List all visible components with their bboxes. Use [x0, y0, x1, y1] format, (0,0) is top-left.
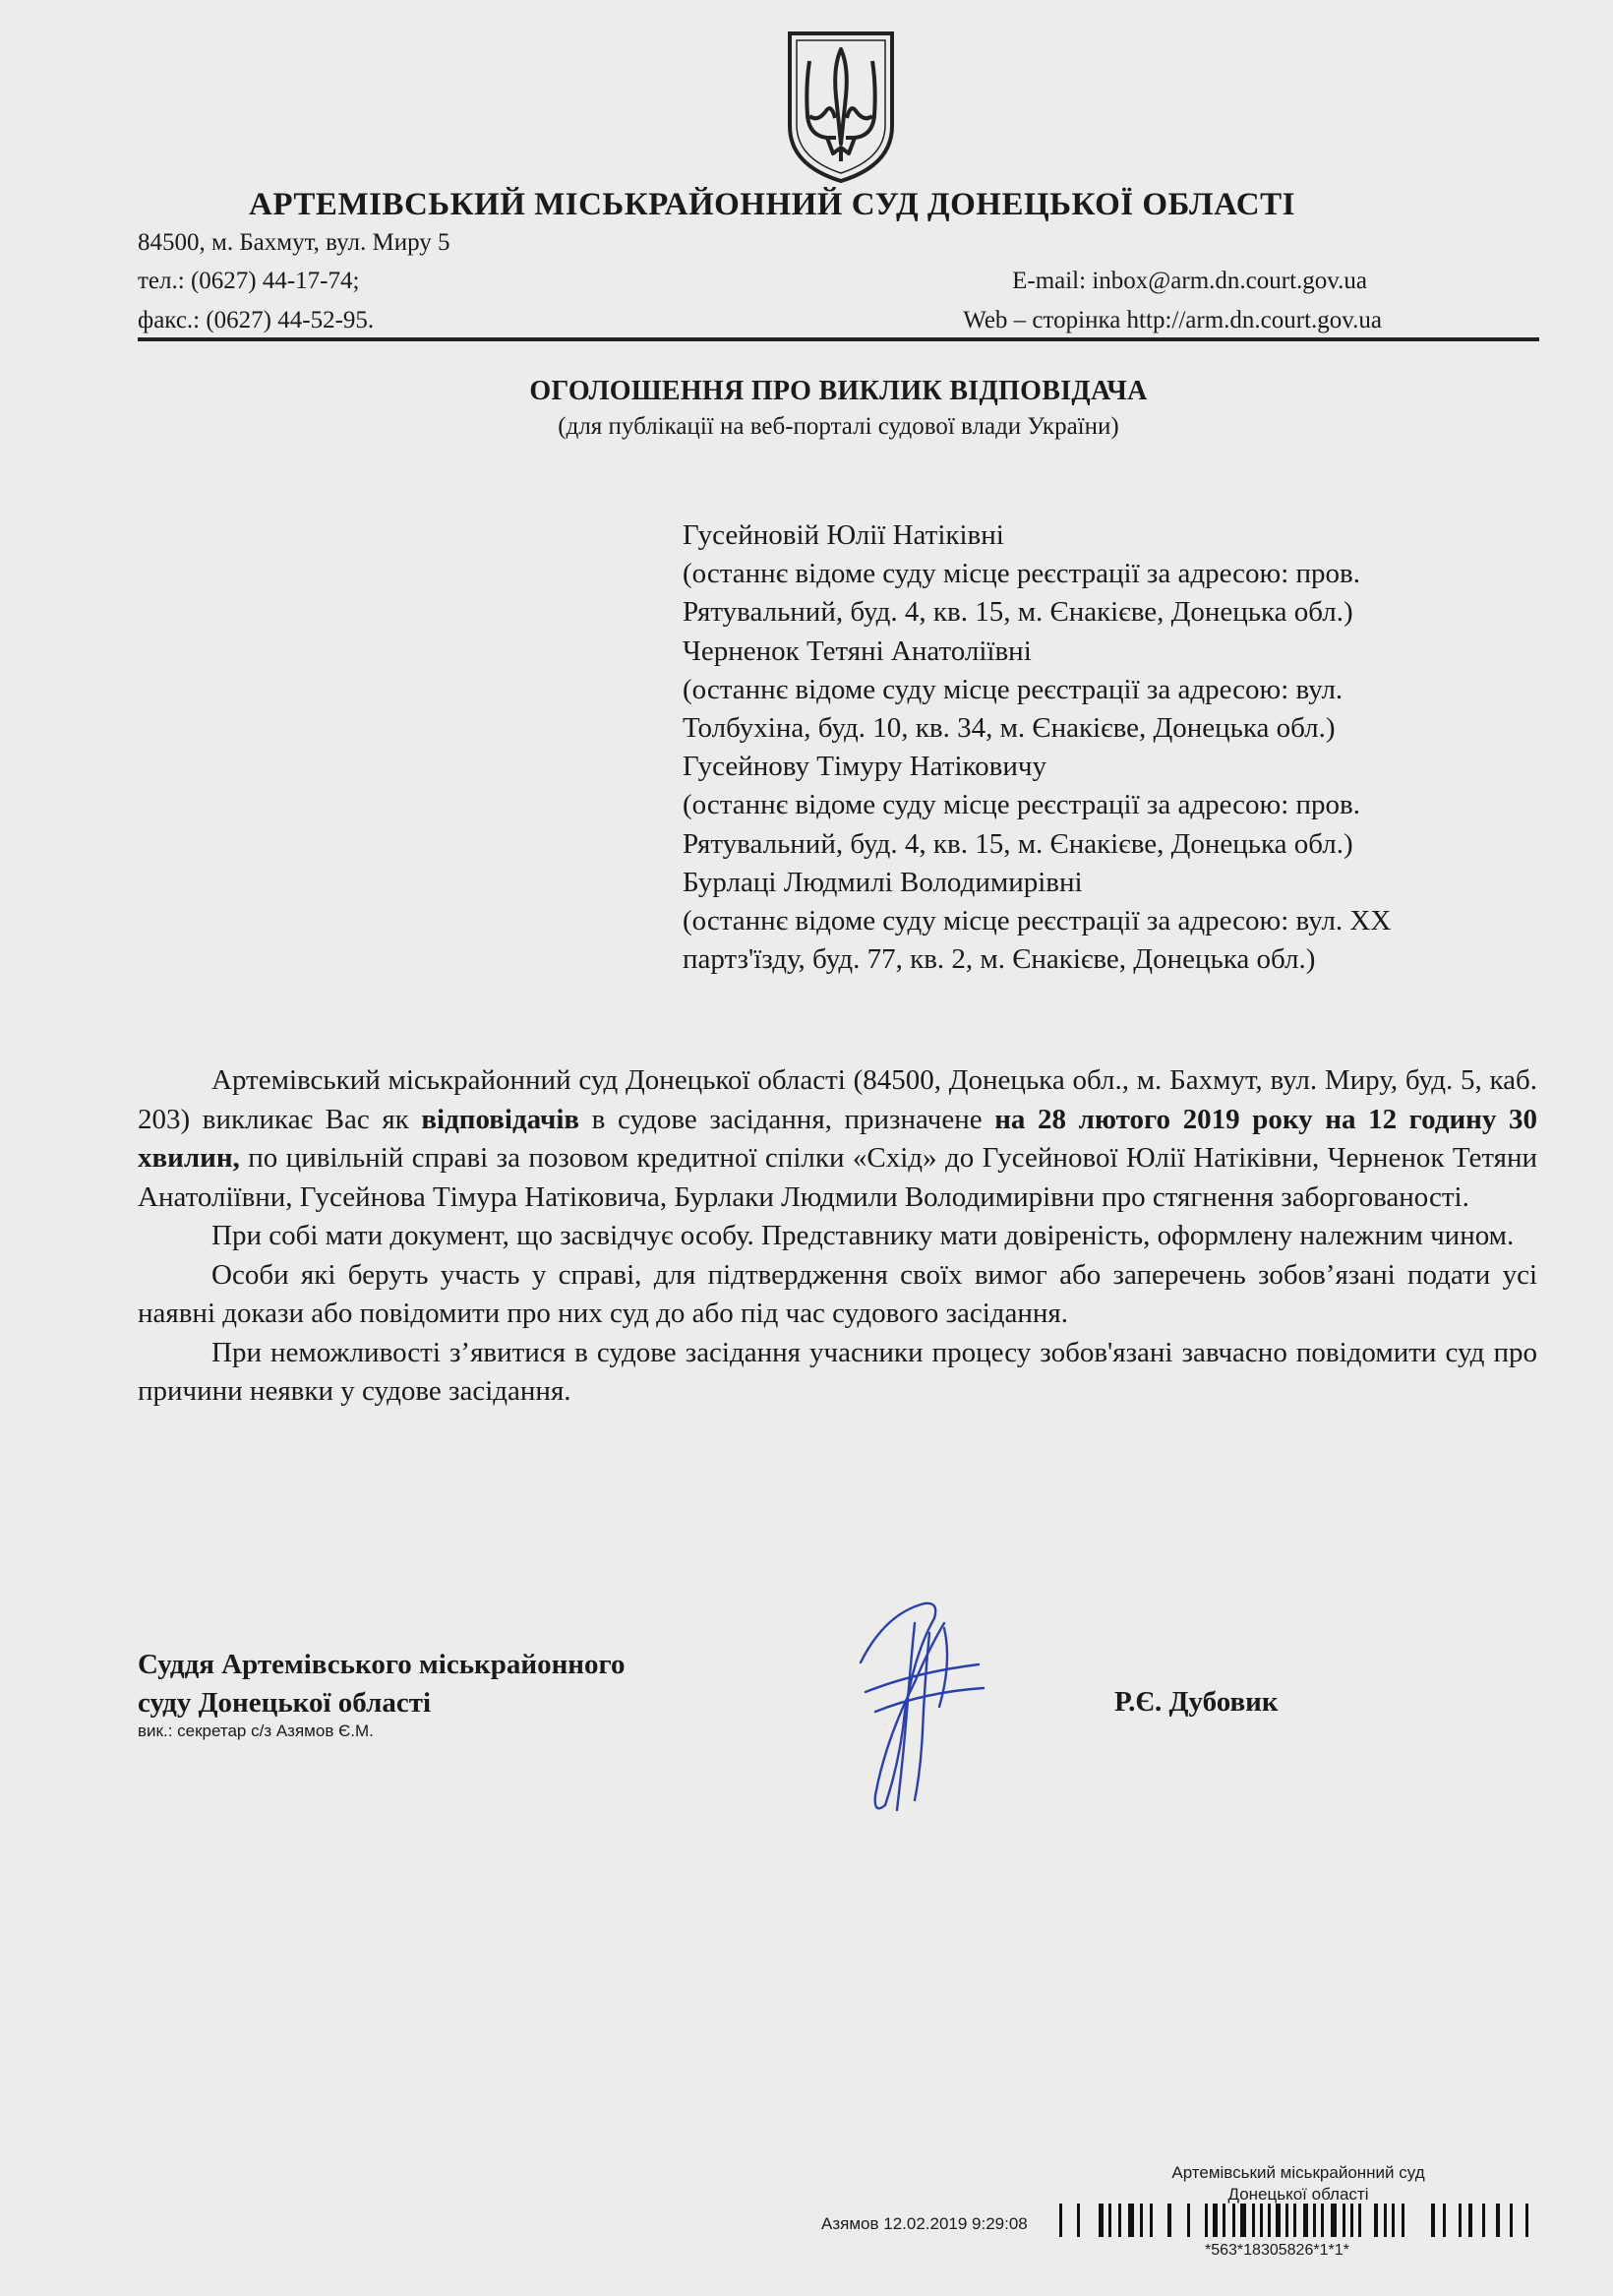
- court-name: АРТЕМІВСЬКИЙ МІСЬКРАЙОННИЙ СУД ДОНЕЦЬКОЇ ОБЛАСТІ: [249, 187, 1295, 222]
- recipient-address: Рятувальний, буд. 4, кв. 15, м. Єнакієве, Донецька обл.): [683, 596, 1353, 629]
- summons-paragraph: [138, 1061, 1537, 1217]
- recipient-address: (останнє відоме суду місце реєстрації за адресою: пров.: [683, 558, 1360, 590]
- judge-title: [138, 1646, 625, 1722]
- summons-text: Артемівський міськрайонний суд Донецької області (84500, Донецька обл., м. Бахмут, вул. Миру, буд. 5, каб. 203) викликає Вас як: [138, 1064, 1537, 1135]
- barcode: [1057, 2200, 1539, 2243]
- executor-note: вик.: секретар с/з Азямов Є.М.: [138, 1722, 374, 1740]
- recipients-list: [683, 516, 1539, 979]
- court-website: Web – сторінка http://arm.dn.court.gov.ua: [963, 307, 1382, 333]
- court-fax: факс.: (0627) 44-52-95.: [138, 307, 375, 333]
- coat-of-arms-icon: [782, 28, 900, 185]
- recipient-name: Гусейнову Тімуру Натіковичу: [683, 751, 1046, 783]
- recipient-name: Черненок Тетяні Анатоліївні: [683, 634, 1032, 667]
- summons-text: в судове засідання, призначене: [579, 1103, 995, 1135]
- recipient-name: Гусейновій Юлії Натіківні: [683, 519, 1004, 551]
- summons-role: відповідачів: [421, 1103, 580, 1135]
- judge-title-line: суду Донецької області: [138, 1687, 432, 1719]
- summons-text: по цивільній справі за позовом кредитної спілки «Схід» до Гусейнової Юлії Натіківни, Черненок Тетяни Анатоліївни, Гусейнова Тімура Натіковича, Бурлаки Людмили Володимирівни про стягнення заборгованості.: [138, 1142, 1537, 1213]
- hearing-datetime: на 28 лютого 2019 року на 12 годину 30 хвилин,: [138, 1103, 1537, 1174]
- absence-paragraph: При неможливості з’явитися в судове засідання учасники процесу зобов'язані завчасно повідомити суд про причини неявки у судове засідання.: [138, 1336, 1537, 1407]
- recipient-address: Толбухіна, буд. 10, кв. 34, м. Єнакієве, Донецька обл.): [683, 712, 1336, 745]
- recipient-name: Бурлаці Людмилі Володимирівні: [683, 866, 1083, 898]
- recipient-address: (останнє відоме суду місце реєстрації за адресою: пров.: [683, 789, 1360, 821]
- court-phone: тел.: (0627) 44-17-74;: [138, 268, 360, 294]
- recipient-address: (останнє відоме суду місце реєстрації за адресою: вул. XX: [683, 905, 1392, 937]
- recipient-address: Рятувальний, буд. 4, кв. 15, м. Єнакієве, Донецька обл.): [683, 827, 1353, 860]
- evidence-paragraph: Особи які беруть участь у справі, для підтвердження своїх вимог або заперечень зобов’язані подати усі наявні докази або повідомити про них суд до або під час судового засідання.: [138, 1258, 1537, 1329]
- court-address: 84500, м. Бахмут, вул. Миру 5: [138, 229, 450, 256]
- header-divider: [138, 337, 1539, 341]
- recipient-address: партз'їзду, буд. 77, кв. 2, м. Єнакієве, Донецька обл.): [683, 943, 1316, 976]
- notice-subtitle: (для публікації на веб-порталі судової влади України): [558, 413, 1119, 440]
- barcode-number: *563*18305826*1*1*: [1205, 2242, 1349, 2259]
- judge-name: Р.Є. Дубовик: [1114, 1686, 1279, 1718]
- stamp-court-line: Артемівський міськрайонний суд: [1171, 2163, 1425, 2182]
- stamp-court-line: Донецької області: [1227, 2185, 1369, 2204]
- handwritten-signature: [846, 1594, 993, 1820]
- stamp-user-time: Азямов 12.02.2019 9:29:08: [821, 2214, 1028, 2233]
- judge-title-line: Суддя Артемівського міськрайонного: [138, 1649, 626, 1680]
- court-email: E-mail: inbox@arm.dn.court.gov.ua: [1012, 268, 1367, 294]
- document-paragraph: При собі мати документ, що засвідчує особу. Представнику мати довіреність, оформлену належним чином.: [211, 1220, 1515, 1251]
- notice-title: ОГОЛОШЕННЯ ПРО ВИКЛИК ВІДПОВІДАЧА: [529, 376, 1148, 406]
- notice-body: [138, 1061, 1537, 1412]
- recipient-address: (останнє відоме суду місце реєстрації за адресою: вул.: [683, 673, 1344, 705]
